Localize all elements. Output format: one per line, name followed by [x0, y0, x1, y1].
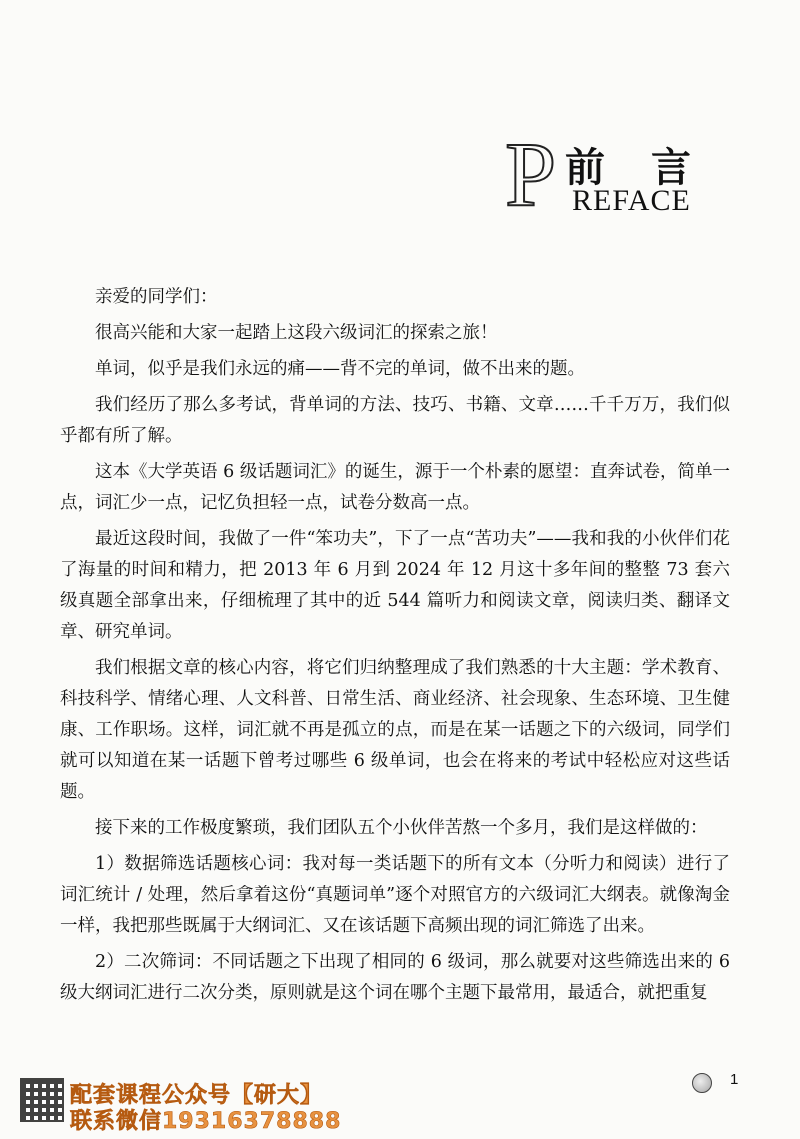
paragraph: 我们根据文章的核心内容，将它们归纳整理成了我们熟悉的十大主题：学术教育、科技科学、情绪心理、人文科普、日常生活、商业经济、社会现象、生态环境、卫生健康、工作职场。这样，词汇就不再是孤立的点，而是在某一话题之下的六级词，同学们就可以知道在某一话题下曾考过哪些 6 级单词，也会在将来的考试中轻松应对这些话题。: [60, 658, 730, 802]
page-footer: [0, 1060, 800, 1139]
paragraph: 很高兴能和大家一起踏上这段六级词汇的探索之旅！: [95, 323, 498, 343]
page-subtitle: REFACE: [572, 184, 691, 217]
qr-code-icon: [20, 1078, 64, 1122]
page-marker-icon: [692, 1073, 712, 1093]
paragraph: 接下来的工作极度繁琐，我们团队五个小伙伴苦熬一个多月，我们是这样做的：: [95, 818, 708, 838]
paragraph: 2）二次筛词：不同话题之下出现了相同的 6 级词，那么就要对这些筛选出来的 6 级大纲词汇进行二次分类，原则就是这个词在哪个主题下最常用，最适合，就把重复: [60, 952, 730, 1003]
watermark-contact: 联系微信19316378888: [70, 1109, 342, 1134]
decorative-letter-p: P: [505, 123, 557, 225]
preface-heading: [505, 123, 737, 225]
watermark-course: 配套课程公众号【研大】: [70, 1083, 324, 1108]
paragraph-greeting: 亲爱的同学们：: [95, 287, 218, 307]
page-number: 1: [730, 1071, 739, 1088]
paragraph: 1）数据筛选话题核心词：我对每一类话题下的所有文本（分听力和阅读）进行了词汇统计 / 处理，然后拿着这份“真题词单”逐个对照官方的六级词汇大纲表。就像淘金一样，我把那些既属于大纲词汇、又在该话题下高频出现的词汇筛选了出来。: [60, 854, 730, 936]
paragraph: 我们经历了那么多考试，背单词的方法、技巧、书籍、文章……千千万万，我们似乎都有所了解。: [60, 395, 730, 446]
paragraph: 最近这段时间，我做了一件“笨功夫”，下了一点“苦功夫”——我和我的小伙伴们花了海量的时间和精力，把 2013 年 6 月到 2024 年 12 月这十多年间的整整 73 套六级真题全部拿出来，仔细梳理了其中的近 544 篇听力和阅读文章，阅读归类、翻译文章、研究单词。: [60, 529, 730, 642]
paragraph: 这本《大学英语 6 级话题词汇》的诞生，源于一个朴素的愿望：直奔试卷，简单一点，词汇少一点，记忆负担轻一点，试卷分数高一点。: [60, 462, 730, 513]
preface-body: [60, 282, 730, 1014]
page-title: 前言: [565, 144, 737, 191]
paragraph: 单词，似乎是我们永远的痛——背不完的单词，做不出来的题。: [95, 359, 585, 379]
